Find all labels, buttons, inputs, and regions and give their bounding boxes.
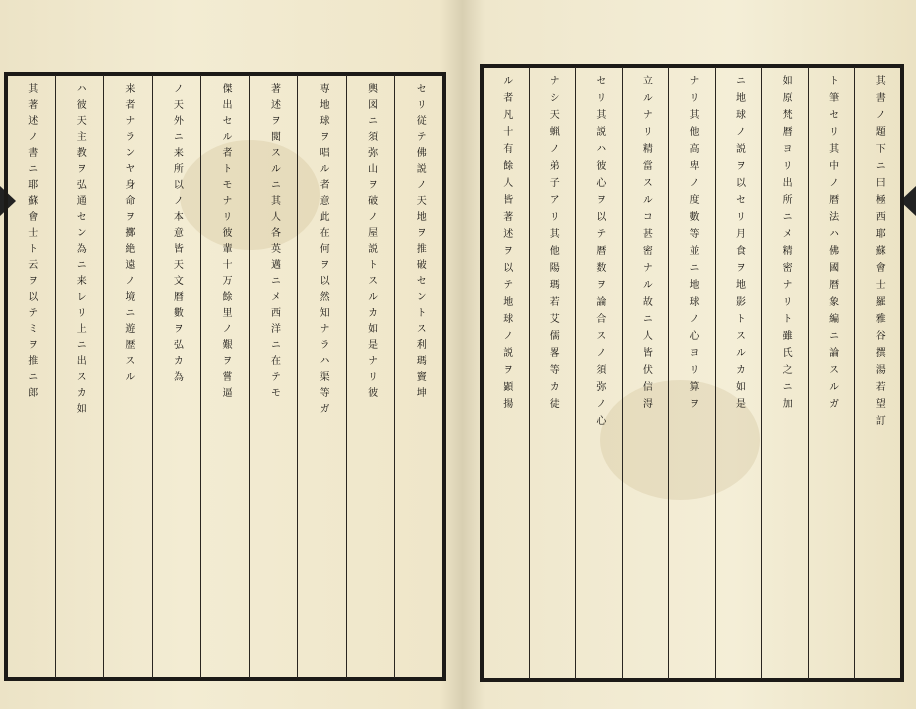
text-column <box>55 75 104 678</box>
column-text: 来者ナランヤ身命ヲ擲絶遠ノ境ニ遊歴スル <box>122 83 134 387</box>
text-column <box>715 67 762 679</box>
column-text: ト筆セリ其中ノ暦法ハ佛國暦象編ニ論スルガ <box>826 75 838 415</box>
column-text: ノ天外ニ来所以ノ本意皆天文暦數ヲ弘カ為 <box>171 83 183 387</box>
text-column <box>622 67 669 679</box>
text-column <box>575 67 622 679</box>
right-page-frame <box>480 64 904 682</box>
column-text: ナシ天蝋ノ弟子アリ其他陽瑪若艾儒畧等カ徒 <box>547 75 559 415</box>
column-text: 如原梵暦ヨリ出所ニメ精密ナリト雖氏之ニ加 <box>780 75 792 415</box>
column-text: ハ彼天主教ヲ弘通セン為ニ来レリ上ニ出スカ如 <box>74 83 86 419</box>
column-text: 其著述ノ書ニ耶蘇會士ト云ヲ以テミヲ推ニ郎 <box>25 83 37 403</box>
left-page-frame <box>4 72 446 681</box>
text-column <box>394 75 443 678</box>
column-text: セリ従テ佛説ノ天地ヲ推破セントス利瑪竇坤 <box>414 83 426 403</box>
right-page <box>460 0 916 709</box>
left-page-columns <box>7 75 443 678</box>
text-column <box>346 75 395 678</box>
text-column <box>103 75 152 678</box>
text-column <box>483 67 529 679</box>
column-text: 輿図ニ須弥山ヲ破ノ屋説トスルカ如是ナリ彼 <box>365 83 377 403</box>
right-page-columns <box>483 67 901 679</box>
column-text: ナリ其他高卑ノ度數等並ニ地球ノ心ヨリ算ヲ <box>686 75 698 415</box>
column-text: 傑出セル者トモナリ彼輩十万餘里ノ艱ヲ嘗逼 <box>219 83 231 403</box>
text-column <box>854 67 901 679</box>
text-column <box>668 67 715 679</box>
column-text: 其書ノ題下ニ曰極西耶蘇會士羅雅谷撰湯若望訂 <box>873 75 885 432</box>
text-column <box>249 75 298 678</box>
text-column <box>529 67 576 679</box>
text-column <box>297 75 346 678</box>
column-text: 専地球ヲ唱ル者意此在何ヲ以然知ナラハ渠等ガ <box>317 83 329 419</box>
text-column <box>152 75 201 678</box>
text-column <box>808 67 855 679</box>
column-text: セリ其説ハ彼心ヲ以テ暦数ヲ論合スノ須弥ノ心 <box>593 75 605 432</box>
column-text: 立ルナリ精當スルコ甚密ナル故ニ人皆伏信淂 <box>640 75 652 415</box>
text-column <box>200 75 249 678</box>
text-column <box>7 75 55 678</box>
column-text: ニ地球ノ説ヲ以セリ月食ヲ地影トスルカ如是 <box>733 75 745 415</box>
column-text: ル者凡十有餘人皆著述ヲ以テ地球ノ説ヲ顕揚 <box>500 75 512 415</box>
text-column <box>761 67 808 679</box>
column-text: 著述ヲ閲スルニ其人各英邁ニメ西洋ニ在テモ <box>268 83 280 403</box>
